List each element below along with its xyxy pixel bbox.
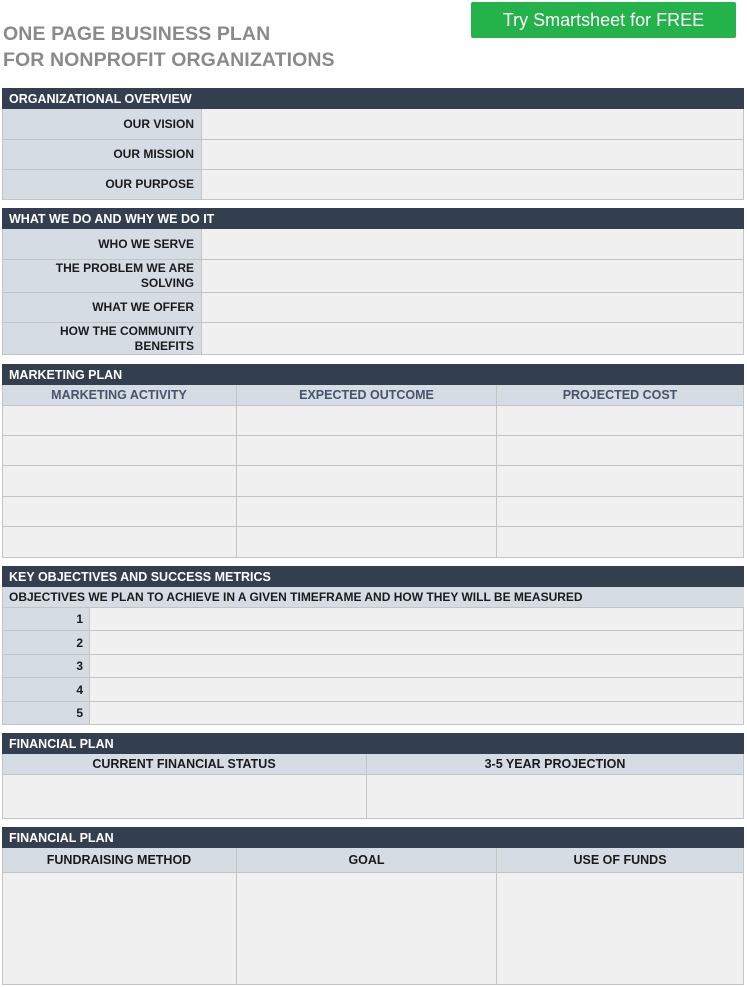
objective-field[interactable] [90, 678, 744, 702]
marketing-cell[interactable] [2, 466, 237, 497]
page-title [3, 21, 335, 73]
fundraising-heading: FINANCIAL PLAN [2, 827, 744, 848]
marketing-cell[interactable] [497, 497, 744, 527]
fundraising-table [2, 848, 744, 985]
col-projected-cost: PROJECTED COST [497, 385, 744, 406]
marketing-cell[interactable] [497, 527, 744, 558]
financial-status-heading: FINANCIAL PLAN [2, 733, 744, 754]
field-problem-solving[interactable] [202, 260, 744, 293]
marketing-cell[interactable] [497, 406, 744, 436]
col-fundraising-method: FUNDRAISING METHOD [2, 848, 237, 873]
field-who-we-serve[interactable] [202, 229, 744, 260]
label-who-we-serve: WHO WE SERVE [2, 229, 202, 260]
label-what-we-offer: WHAT WE OFFER [2, 293, 202, 323]
marketing-cell[interactable] [237, 406, 497, 436]
field-fundraising-method[interactable] [2, 873, 237, 985]
label-community-benefits: HOW THE COMMUNITY BENEFITS [2, 323, 202, 355]
objectives-heading: KEY OBJECTIVES AND SUCCESS METRICS [2, 566, 744, 587]
marketing-cell[interactable] [2, 497, 237, 527]
title-line-1: ONE PAGE BUSINESS PLAN [3, 23, 271, 45]
what-we-do-table [2, 229, 744, 355]
marketing-cell[interactable] [237, 436, 497, 466]
overview-heading: ORGANIZATIONAL OVERVIEW [2, 88, 744, 109]
col-marketing-activity: MARKETING ACTIVITY [2, 385, 237, 406]
label-problem-solving: THE PROBLEM WE ARE SOLVING [2, 260, 202, 293]
marketing-cell[interactable] [497, 436, 744, 466]
objective-field[interactable] [90, 655, 744, 678]
objective-number: 5 [2, 702, 90, 725]
field-current-financial-status[interactable] [2, 775, 367, 819]
objective-number: 3 [2, 655, 90, 678]
title-line-2: FOR NONPROFIT ORGANIZATIONS [3, 49, 335, 71]
objective-number: 2 [2, 631, 90, 655]
field-our-vision[interactable] [202, 109, 744, 140]
marketing-cell[interactable] [237, 497, 497, 527]
marketing-cell[interactable] [237, 527, 497, 558]
objective-number: 1 [2, 608, 90, 631]
col-goal: GOAL [237, 848, 497, 873]
col-use-of-funds: USE OF FUNDS [497, 848, 744, 873]
col-year-projection: 3-5 YEAR PROJECTION [367, 754, 744, 775]
financial-status-table [2, 754, 744, 819]
objectives-table [2, 587, 744, 725]
try-smartsheet-button[interactable]: Try Smartsheet for FREE [471, 2, 736, 38]
field-community-benefits[interactable] [202, 323, 744, 355]
marketing-cell[interactable] [497, 466, 744, 497]
field-our-purpose[interactable] [202, 170, 744, 200]
marketing-cell[interactable] [2, 406, 237, 436]
field-year-projection[interactable] [367, 775, 744, 819]
marketing-cell[interactable] [2, 527, 237, 558]
objective-field[interactable] [90, 608, 744, 631]
label-our-purpose: OUR PURPOSE [2, 170, 202, 200]
label-our-vision: OUR VISION [2, 109, 202, 140]
marketing-heading: MARKETING PLAN [2, 364, 744, 385]
overview-table [2, 109, 744, 200]
label-our-mission: OUR MISSION [2, 140, 202, 170]
marketing-table [2, 385, 744, 558]
what-we-do-heading: WHAT WE DO AND WHY WE DO IT [2, 208, 744, 229]
field-what-we-offer[interactable] [202, 293, 744, 323]
field-use-of-funds[interactable] [497, 873, 744, 985]
col-current-financial-status: CURRENT FINANCIAL STATUS [2, 754, 367, 775]
objectives-subheading: OBJECTIVES WE PLAN TO ACHIEVE IN A GIVEN TIMEFRAME AND HOW THEY WILL BE MEASURED [2, 587, 744, 608]
objective-field[interactable] [90, 631, 744, 655]
marketing-cell[interactable] [2, 436, 237, 466]
objective-number: 4 [2, 678, 90, 702]
field-goal[interactable] [237, 873, 497, 985]
col-expected-outcome: EXPECTED OUTCOME [237, 385, 497, 406]
field-our-mission[interactable] [202, 140, 744, 170]
marketing-cell[interactable] [237, 466, 497, 497]
objective-field[interactable] [90, 702, 744, 725]
